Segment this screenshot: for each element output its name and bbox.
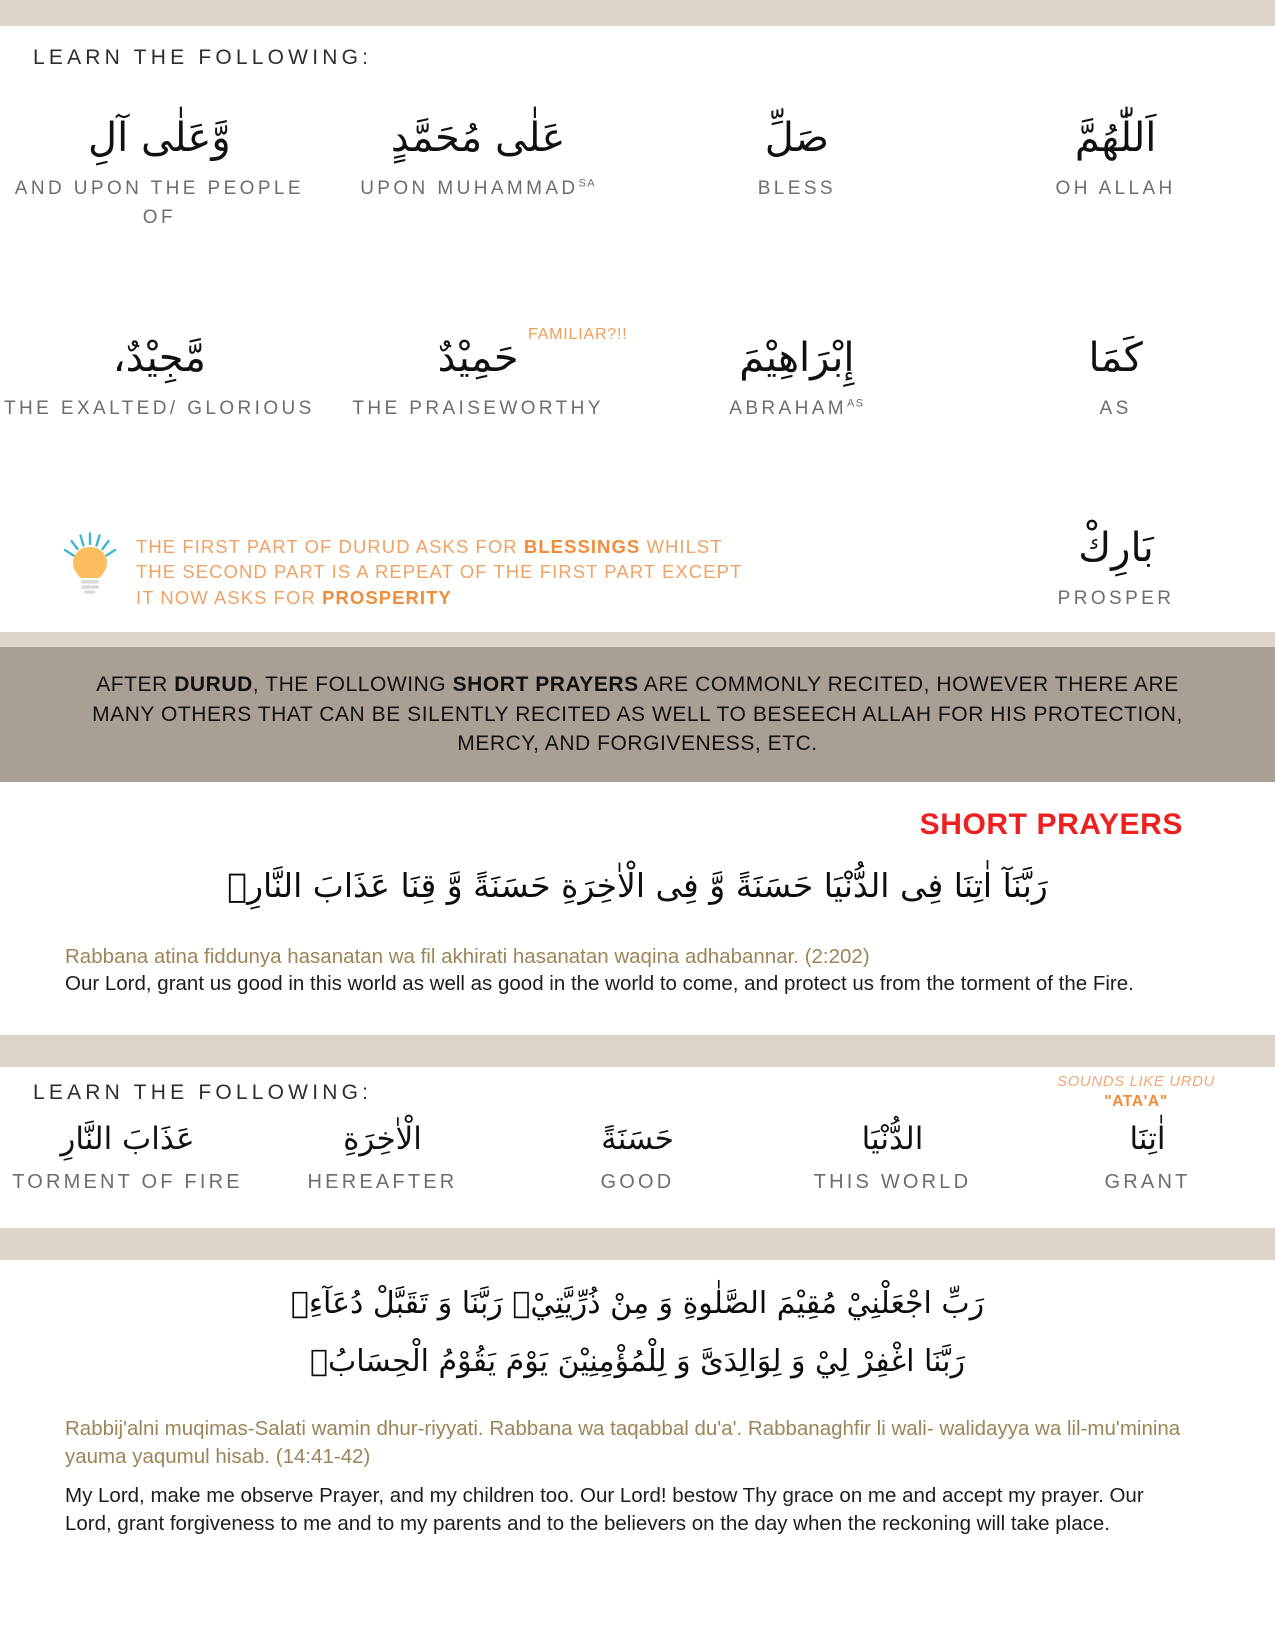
vocab-item-grant	[1020, 1119, 1275, 1197]
english-gloss: THE EXALTED/ GLORIOUS	[4, 398, 315, 419]
banner-part-3: ARE COMMONLY RECITED, HOWEVER THERE ARE MANY OTHERS THAT CAN BE SILENTLY RECITED AS WELL TO BESEECH ALLAH FOR HIS PROTECTION, MERCY, AND FORGIVENESS, ETC.	[92, 672, 1183, 756]
vocab-item-abraham	[638, 331, 957, 424]
arabic-term: إِبْرَاهِيْمَ	[739, 335, 855, 381]
lightbulb-icon	[62, 526, 118, 599]
short-prayers-heading: SHORT PRAYERS	[919, 808, 1183, 841]
banner-text	[88, 670, 1188, 759]
honorific-as: AS	[847, 397, 865, 410]
english-gloss	[729, 395, 864, 424]
top-beige-strip	[0, 0, 1275, 26]
vocab-item-hereafter	[255, 1119, 510, 1197]
english-gloss: THE PRAISEWORTHY	[352, 398, 604, 419]
translation-14-41-42: My Lord, make me observe Prayer, and my children too. Our Lord! bestow Thy grace on me and accept my prayer. Our Lord, grant forgiveness to me and to my parents and to the believers on the day when the reckoning will take place.	[65, 1484, 1144, 1535]
vocab-item-prosper	[957, 521, 1275, 614]
learn-the-following-label-durud: LEARN THE FOLLOWING:	[33, 46, 373, 69]
short-prayer-1-section	[0, 782, 1275, 1035]
durud-vocab-row-1	[0, 111, 1275, 232]
english-gloss: GRANT	[1104, 1170, 1191, 1193]
prayer-1-vocabulary-section	[0, 1067, 1275, 1228]
prayer-1-vocab-row	[0, 1119, 1275, 1197]
vocab-item-as	[956, 331, 1275, 424]
vocab-item-good	[510, 1119, 765, 1197]
arabic-verse-2-202: رَبَّنَآ اٰتِنَا فِى الدُّنْيَا حَسَنَةً وَّ فِى الْاٰخِرَةِ حَسَنَةً وَّ قِنَا عَذَابَ النَّارِ۟	[227, 866, 1048, 905]
tip-text	[136, 526, 762, 610]
arabic-term: الدُّنْيَا	[861, 1121, 924, 1157]
banner-bold-durud: DURUD	[174, 672, 253, 696]
arabic-term: اَللّٰهُمَّ	[1074, 115, 1157, 161]
banner-bold-short-prayers: SHORT PRAYERS	[452, 672, 639, 696]
familiar-annotation: FAMILIAR?!!	[528, 326, 628, 343]
vocab-item-exalted-glorious	[0, 331, 319, 424]
arabic-term: عَلٰى مُحَمَّدٍ	[390, 115, 566, 161]
durud-info-banner	[0, 647, 1275, 782]
arabic-term: صَلِّ	[764, 115, 829, 161]
english-gloss: TORMENT OF FIRE	[12, 1170, 243, 1193]
english-gloss: PROSPER	[1057, 588, 1175, 609]
translation-2-202: Our Lord, grant us good in this world as well as good in the world to come, and protect us from the torment of the Fire.	[65, 972, 1134, 995]
honorific-sa: SA	[578, 177, 597, 190]
tip-callout	[62, 526, 762, 610]
transliteration-14-41-42: Rabbij'alni muqimas-Salati wamin dhur-riyyati. Rabbana wa taqabbal du'a'. Rabbanaghfir li wali- walidayya wa lil-mu'minina yauma yaqumul hisab. (14:41-42)	[65, 1417, 1181, 1468]
transliteration-2-202: Rabbana atina fiddunya hasanatan wa fil akhirati hasanatan waqina adhabannar. (2:202)	[65, 945, 870, 968]
learn-the-following-label-prayer1: LEARN THE FOLLOWING:	[33, 1081, 373, 1104]
vocab-item-upon-muhammad	[319, 111, 638, 232]
english-gloss: BLESS	[757, 178, 836, 199]
arabic-verse-14-41-line-1: رَبِّ اجْعَلْنِيْ مُقِيْمَ الصَّلٰوةِ وَ مِنْ ذُرِّيَّتِيْ۠ رَبَّنَا وَ تَقَبَّلْ دُعَآءِ۟	[290, 1286, 985, 1321]
arabic-term: حَمِيْدٌ	[437, 335, 519, 381]
arabic-term: حَسَنَةً	[601, 1121, 674, 1157]
vocab-item-bless	[638, 111, 957, 232]
vocab-item-torment-of-fire	[0, 1119, 255, 1197]
english-gloss: OH ALLAH	[1055, 178, 1176, 199]
urdu-note-line-1: SOUNDS LIKE URDU	[1057, 1073, 1215, 1090]
banner-part-1: AFTER	[96, 672, 175, 696]
vocab-item-and-upon-people-of	[0, 111, 319, 232]
english-gloss: AS	[1099, 398, 1132, 419]
arabic-term: وَّعَلٰى آلِ	[88, 115, 231, 161]
short-prayer-2-section	[0, 1260, 1275, 1650]
tip-bold-prosperity: PROSPERITY	[322, 586, 452, 608]
beige-divider-2	[0, 1035, 1275, 1067]
vocab-item-oh-allah	[956, 111, 1275, 232]
english-gloss: THIS WORLD	[813, 1170, 972, 1193]
arabic-term: عَذَابَ النَّارِ	[60, 1121, 195, 1157]
banner-part-2: , THE FOLLOWING	[252, 672, 453, 696]
tip-bold-blessings: BLESSINGS	[523, 536, 641, 557]
durud-vocabulary-section	[0, 26, 1275, 632]
arabic-term: بَارِكْ	[1078, 525, 1154, 571]
arabic-term: الْاٰخِرَةِ	[343, 1121, 422, 1157]
beige-divider-3	[0, 1228, 1275, 1260]
beige-divider-1	[0, 632, 1275, 647]
english-gloss: GOOD	[600, 1170, 675, 1193]
urdu-note-line-2: "ATA'A"	[1104, 1092, 1168, 1110]
vocab-item-praiseworthy	[319, 331, 638, 424]
english-gloss: AND UPON THE PEOPLE OF	[14, 178, 304, 228]
vocab-item-this-world	[765, 1119, 1020, 1197]
arabic-term: مَّجِيْدٌ،	[112, 335, 206, 381]
urdu-sound-annotation	[1057, 1073, 1215, 1111]
gloss-text: UPON MUHAMMAD	[360, 178, 579, 199]
tip-part-2: WHILST THE SECOND PART IS A REPEAT OF THE FIRST PART EXCEPT IT NOW ASKS FOR	[136, 536, 742, 608]
tip-part-1: THE FIRST PART OF DURUD ASKS FOR	[136, 536, 524, 557]
arabic-term: اٰتِنَا	[1129, 1121, 1166, 1157]
gloss-text: ABRAHAM	[729, 398, 848, 419]
english-gloss	[360, 175, 596, 204]
arabic-term: كَمَا	[1088, 335, 1143, 381]
english-gloss: HEREAFTER	[307, 1170, 458, 1193]
durud-vocab-row-2	[0, 331, 1275, 424]
arabic-verse-14-42-line-2: رَبَّنَا اغْفِرْ لِيْ وَ لِوَالِدَىَّ وَ لِلْمُؤْمِنِيْنَ يَوْمَ يَقُوْمُ الْحِسَابُ۠	[309, 1344, 965, 1379]
